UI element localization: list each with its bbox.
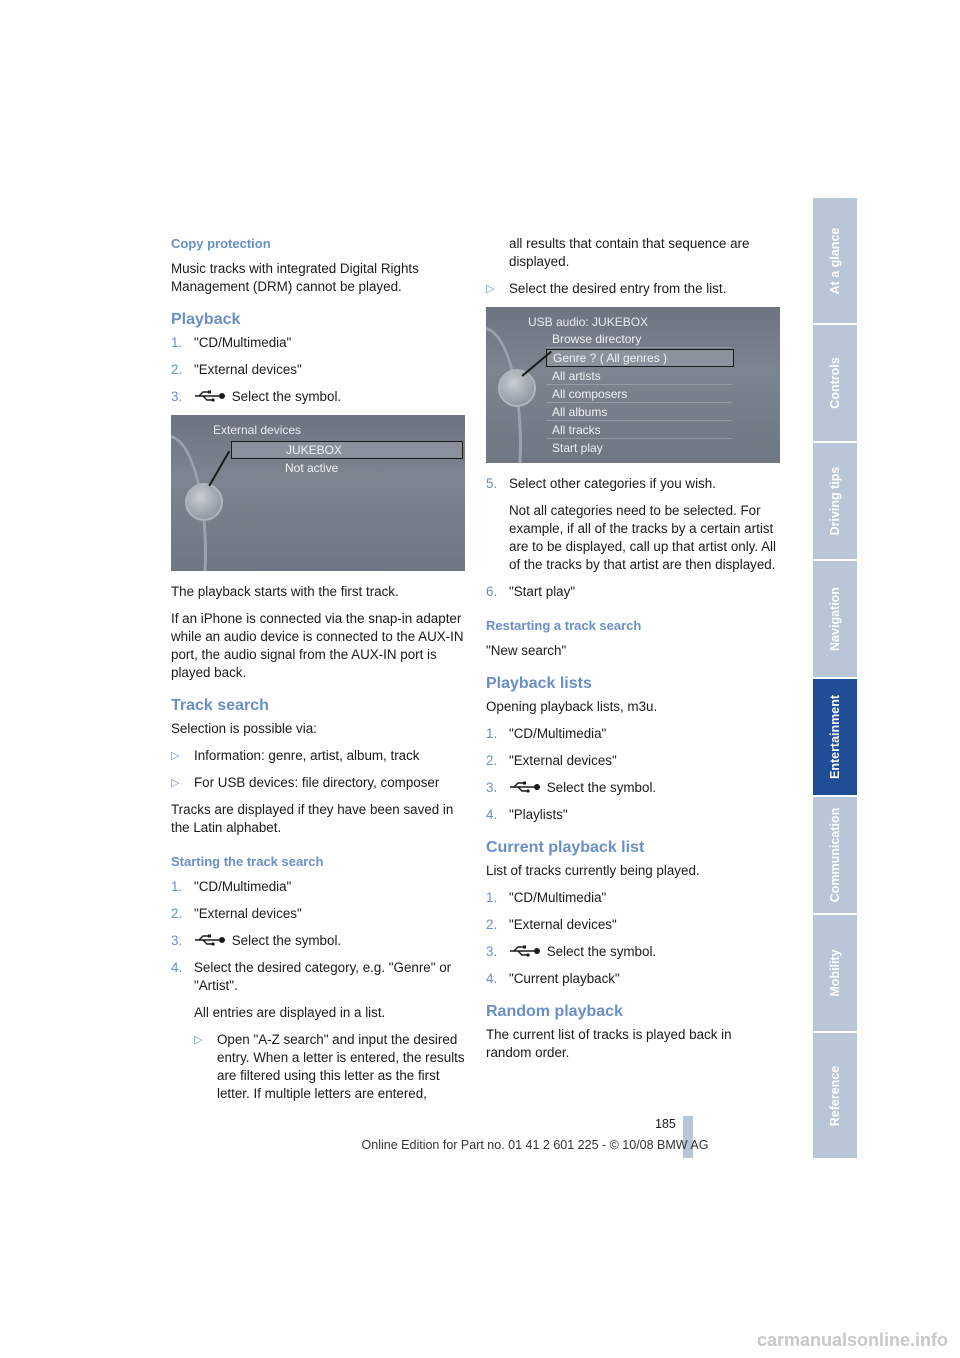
chapter-sidebar <box>813 198 857 1160</box>
playback-heading: Playback <box>171 311 241 328</box>
current-step-3: 3. Select the symbol. <box>486 944 657 959</box>
step-5-sub: Not all categories need to be selected. For example, if all of the tracks by a certain artist are to be displayed, call up that artist only. All of the tracks by that artist are then displayed. <box>509 503 776 572</box>
usb-icon <box>194 934 226 946</box>
restart-text: "New search" <box>486 643 567 658</box>
screen-item-tracks: All tracks <box>546 422 732 439</box>
starting-sub-bullet: ▷ Open "A-Z search" and input the desired entry. When a letter is entered, the results are filtered using this letter as the first letter. If multiple letters are entered, <box>194 1032 465 1101</box>
page-number: 185 <box>655 1117 676 1131</box>
current-step-2: 2. "External devices" <box>486 917 617 932</box>
tab-mobility[interactable]: Mobility <box>813 915 857 1031</box>
restart-heading: Restarting a track search <box>486 618 642 633</box>
usb-icon <box>509 781 541 793</box>
track-search-intro: Selection is possible via: <box>171 721 317 736</box>
playback-step-1: 1. "CD/Multimedia" <box>171 335 292 350</box>
playback-step-3: 3. Select the symbol. <box>171 389 342 404</box>
screen-item-not-active: Not active <box>285 461 339 475</box>
select-entry-bullet: ▷ Select the desired entry from the list. <box>486 281 727 296</box>
random-heading: Random playback <box>486 1003 623 1020</box>
current-step-4: 4. "Current playback" <box>486 971 620 986</box>
usb-audio-screen <box>486 307 780 463</box>
continued-text: all results that contain that sequence are displayed. <box>509 236 750 269</box>
screen-item-jukebox: JUKEBOX <box>231 441 463 459</box>
track-search-bullet-2: ▷ For USB devices: file directory, composer <box>171 775 440 790</box>
screen-item-genre: Genre ? ( All genres ) <box>546 349 734 367</box>
starting-step-3: 3. Select the symbol. <box>171 933 342 948</box>
screen-item-start-play: Start play <box>552 441 603 455</box>
copy-protection-heading: Copy protection <box>171 236 271 251</box>
random-text: The current list of tracks is played back in random order. <box>486 1027 732 1060</box>
tab-entertainment[interactable]: Entertainment <box>813 679 857 795</box>
right-column <box>486 235 780 1071</box>
starting-sub-text: All entries are displayed in a list. <box>194 1005 386 1020</box>
screen-title: External devices <box>213 423 302 437</box>
starting-heading: Starting the track search <box>171 854 324 869</box>
tab-controls[interactable]: Controls <box>813 325 857 441</box>
step-6: 6. "Start play" <box>486 584 576 599</box>
tab-navigation[interactable]: Navigation <box>813 561 857 677</box>
external-devices-screen <box>171 415 465 571</box>
track-search-text: Tracks are displayed if they have been saved in the Latin alphabet. <box>171 802 454 835</box>
current-heading: Current playback list <box>486 839 645 856</box>
tab-reference[interactable]: Reference <box>813 1033 857 1158</box>
tab-at-a-glance[interactable]: At a glance <box>813 198 857 323</box>
playlists-step-4: 4. "Playlists" <box>486 807 568 822</box>
left-column <box>171 235 465 1112</box>
watermark: carmanualsonline.info <box>756 1330 948 1350</box>
starting-step-2: 2. "External devices" <box>171 906 302 921</box>
playlists-step-3: 3. Select the symbol. <box>486 780 657 795</box>
current-step-1: 1. "CD/Multimedia" <box>486 890 607 905</box>
screen-item-artists: All artists <box>546 368 732 385</box>
tab-driving-tips[interactable]: Driving tips <box>813 443 857 559</box>
footer-text: Online Edition for Part no. 01 41 2 601 225 - © 10/08 BMW AG <box>361 1138 709 1152</box>
playlists-intro: Opening playback lists, m3u. <box>486 699 658 714</box>
track-search-bullet-1: ▷ Information: genre, artist, album, track <box>171 748 420 763</box>
current-intro: List of tracks currently being played. <box>486 863 700 878</box>
starting-step-4: 4. Select the desired category, e.g. "Genre" or "Artist". <box>171 960 452 993</box>
screen-item-composers: All composers <box>546 386 732 403</box>
screen-item-albums: All albums <box>546 404 732 421</box>
playback-text-1: The playback starts with the first track. <box>171 584 399 599</box>
usb-icon <box>194 390 226 402</box>
copy-protection-text: Music tracks with integrated Digital Rights Management (DRM) cannot be played. <box>171 261 419 294</box>
screen-item-browse: Browse directory <box>546 331 732 348</box>
playlists-step-2: 2. "External devices" <box>486 753 617 768</box>
playlists-step-1: 1. "CD/Multimedia" <box>486 726 607 741</box>
playback-text-2: If an iPhone is connected via the snap-in adapter while an audio device is connected to the AUX-IN port, the audio signal from the AUX-IN port is played back. <box>171 611 464 680</box>
playback-step-2: 2. "External devices" <box>171 362 302 377</box>
starting-step-1: 1. "CD/Multimedia" <box>171 879 292 894</box>
usb-icon <box>509 945 541 957</box>
step-5: 5. Select other categories if you wish. <box>486 476 716 491</box>
track-search-heading: Track search <box>171 697 269 714</box>
playlists-heading: Playback lists <box>486 675 592 692</box>
tab-communication[interactable]: Communication <box>813 797 857 913</box>
screen-title: USB audio: JUKEBOX <box>528 315 649 329</box>
